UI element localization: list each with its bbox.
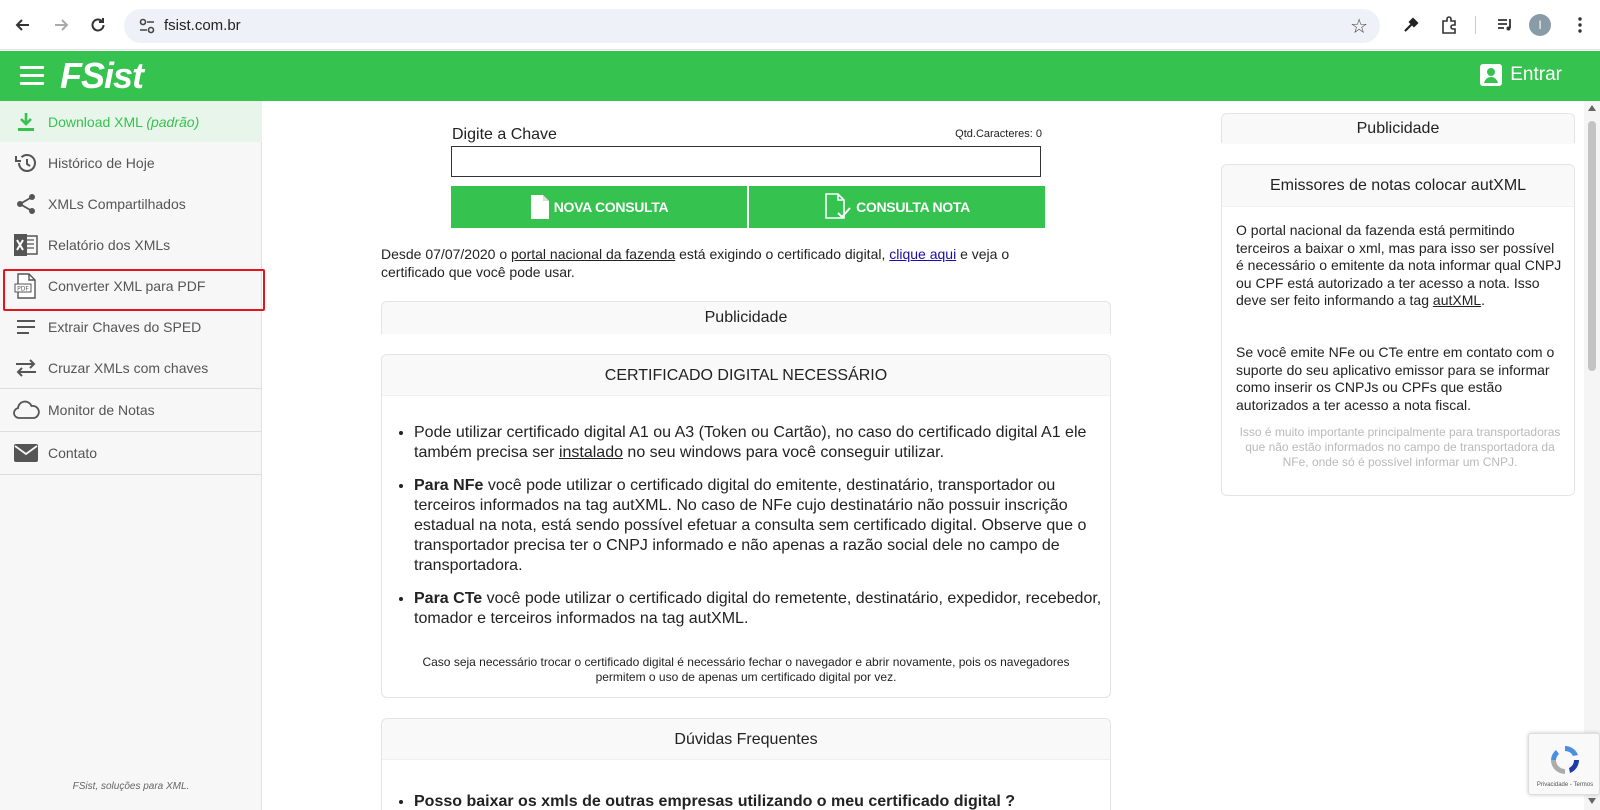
browser-toolbar bbox=[0, 0, 1600, 50]
sidebar-item-download-xml[interactable] bbox=[0, 101, 262, 142]
sidebar-item-monitor[interactable] bbox=[0, 389, 262, 432]
swap-icon bbox=[12, 356, 40, 380]
list-text: no seu windows para você conseguir utilizar. bbox=[622, 444, 945, 461]
site-info-icon[interactable] bbox=[138, 17, 156, 35]
excel-icon bbox=[12, 233, 40, 257]
faq-question[interactable]: • Posso baixar os xmls de outras empresas utilizando o meu certificado digital ? bbox=[414, 793, 1104, 810]
certificate-card-title: CERTIFICADO DIGITAL NECESSÁRIO bbox=[382, 355, 1110, 396]
browser-menu-icon[interactable] bbox=[1568, 13, 1592, 37]
recaptcha-badge[interactable] bbox=[1528, 733, 1600, 795]
certificate-info bbox=[381, 245, 1061, 281]
profile-avatar[interactable]: I bbox=[1529, 14, 1551, 36]
back-icon[interactable] bbox=[9, 11, 37, 39]
document-check-icon bbox=[824, 193, 852, 221]
sidebar-item-label: Relatório dos XMLs bbox=[48, 236, 171, 253]
certificate-note: Caso seja necessário trocar o certificado digital é necessário fechar o navegador e abrir novamente, pois os navegadores permitem o uso de apenas um certificado digital por vez. bbox=[422, 655, 1070, 684]
info-text: está exigindo o certificado digital, bbox=[675, 246, 890, 262]
document-icon bbox=[530, 194, 550, 220]
bookmark-star-icon[interactable]: ☆ bbox=[1350, 16, 1368, 38]
faq-title: Dúvidas Frequentes bbox=[382, 719, 1110, 760]
sidebar-item-relatorio[interactable] bbox=[0, 224, 262, 265]
sidebar-item-label: Cruzar XMLs com chaves bbox=[48, 359, 209, 376]
consulta-nota-button[interactable] bbox=[749, 186, 1045, 228]
sidebar-item-extrair-sped[interactable] bbox=[0, 306, 262, 347]
ad-card bbox=[381, 301, 1111, 334]
info-text: Desde 07/07/2020 o bbox=[381, 246, 511, 262]
list-item bbox=[414, 422, 1104, 463]
forward-icon[interactable] bbox=[47, 11, 75, 39]
toolbar-divider bbox=[1475, 16, 1476, 34]
mail-icon bbox=[12, 441, 40, 465]
sidebar-item-label: Download XML bbox=[48, 113, 147, 130]
clique-aqui-link[interactable]: clique aqui bbox=[889, 246, 957, 262]
sidebar-item-label: Contato bbox=[48, 445, 98, 461]
url-text: fsist.com.br bbox=[164, 17, 241, 34]
cloud-icon bbox=[12, 398, 40, 422]
nova-consulta-label: NOVA CONSULTA bbox=[553, 199, 669, 215]
autxml-link[interactable]: autXML bbox=[1432, 292, 1482, 308]
recaptcha-icon bbox=[1547, 742, 1583, 778]
instalado-link[interactable]: instalado bbox=[558, 444, 623, 461]
fsist-logo[interactable]: FSist bbox=[60, 55, 144, 96]
autxml-text: . bbox=[1481, 292, 1486, 308]
sidebar-item-label: XMLs Compartilhados bbox=[48, 195, 186, 212]
sidebar-item-historico[interactable] bbox=[0, 142, 262, 183]
eyedropper-icon[interactable] bbox=[1399, 13, 1423, 37]
user-icon bbox=[1480, 64, 1502, 86]
ad-title: Publicidade bbox=[382, 302, 1110, 334]
sidebar-item-compartilhados[interactable] bbox=[0, 183, 262, 224]
login-label: Entrar bbox=[1510, 64, 1562, 85]
scroll-up-icon[interactable] bbox=[1588, 105, 1596, 111]
reload-icon[interactable] bbox=[84, 11, 112, 39]
download-icon bbox=[12, 110, 40, 134]
autxml-paragraph-1 bbox=[1236, 222, 1564, 310]
share-icon bbox=[12, 192, 40, 216]
list-text: você pode utilizar o certificado digital do emitente, destinatário, transportador ou terceiros informados na tag autXML. No caso de NFe cujo destinatário não possuir inscrição estadual na nota, está sendo possível efetuar a consulta sem certificado digital. Observe que o transportador precisa ter o CNPJ informado e não apenas a razão social dele no campo de transportadora. bbox=[414, 477, 1087, 574]
highlight-annotation bbox=[3, 269, 265, 311]
char-count: Qtd.Caracteres: 0 bbox=[955, 128, 1042, 140]
autxml-title: Emissores de notas colocar autXML bbox=[1222, 165, 1574, 207]
list-item bbox=[414, 588, 1104, 629]
nova-consulta-button[interactable] bbox=[451, 186, 747, 228]
history-icon bbox=[12, 151, 40, 175]
info-text: e veja o certificado que você pode usar. bbox=[381, 246, 1010, 280]
scroll-thumb[interactable] bbox=[1588, 121, 1596, 371]
sidebar-item-label: Histórico de Hoje bbox=[48, 154, 155, 171]
portal-nacional-link[interactable]: portal nacional da fazenda bbox=[511, 246, 676, 262]
key-label: Digite a Chave bbox=[452, 126, 557, 143]
autxml-small-note: Isso é muito importante principalmente para transportadoras que não estão informados no campo de transportadora da NFe, onde só é possível informar um CNPJ. bbox=[1239, 425, 1561, 469]
media-queue-icon[interactable] bbox=[1493, 13, 1517, 37]
list-text: você pode utilizar o certificado digital do remetente, destinatário, expedidor, recebedor, tomador e terceiros informados na tag autXML. bbox=[414, 590, 1102, 627]
address-bar[interactable] bbox=[124, 9, 1380, 43]
consulta-nota-label: CONSULTA NOTA bbox=[856, 199, 970, 215]
list-bold: Para NFe bbox=[414, 477, 484, 494]
recaptcha-text[interactable]: Privacidade - Termos bbox=[1536, 782, 1594, 788]
autxml-text: O portal nacional da fazenda está permitindo terceiros a baixar o xml, mas para isso ser possível é necessário o emitente da nota informar qual CNPJ ou CPF está autorizado a ter acesso a nota. Isso deve ser feito informando a tag bbox=[1236, 222, 1562, 308]
sidebar-item-label: Monitor de Notas bbox=[48, 402, 155, 418]
login-button[interactable] bbox=[1480, 64, 1562, 86]
app-header bbox=[0, 51, 1600, 101]
right-ad-title: Publicidade bbox=[1222, 114, 1574, 144]
scroll-down-icon[interactable] bbox=[1588, 798, 1596, 804]
svg-text:PDF: PDF bbox=[17, 285, 29, 292]
sidebar bbox=[0, 101, 262, 810]
sidebar-item-contato[interactable] bbox=[0, 432, 262, 475]
sidebar-item-label: Converter XML para PDF bbox=[48, 277, 206, 294]
hamburger-menu-icon[interactable] bbox=[20, 66, 44, 86]
sidebar-footer: FSist, soluções para XML. bbox=[72, 781, 190, 792]
faq-list bbox=[414, 793, 1104, 810]
extensions-icon[interactable] bbox=[1437, 13, 1461, 37]
sidebar-item-cruzar-xmls[interactable] bbox=[0, 347, 262, 389]
list-text: Pode utilizar certificado digital A1 ou A3 (Token ou Cartão), no caso do certificado digital A1 ele também precisa ser bbox=[414, 424, 1087, 461]
key-input[interactable] bbox=[451, 146, 1041, 177]
sidebar-item-suffix: (padrão) bbox=[146, 113, 200, 130]
list-bold: Para CTe bbox=[414, 590, 483, 607]
right-ad-card bbox=[1221, 113, 1575, 143]
lines-icon bbox=[12, 315, 40, 339]
autxml-paragraph-2: Se você emite NFe ou CTe entre em contato com o suporte do seu aplicativo emissor para se informar como inserir os CNPJs ou CPFs que estão autorizados a ter acesso a nota fiscal. bbox=[1236, 344, 1555, 413]
certificate-list bbox=[414, 422, 1104, 641]
sidebar-item-label: Extrair Chaves do SPED bbox=[48, 318, 202, 335]
page-scrollbar[interactable] bbox=[1584, 101, 1600, 810]
list-item bbox=[414, 475, 1104, 576]
